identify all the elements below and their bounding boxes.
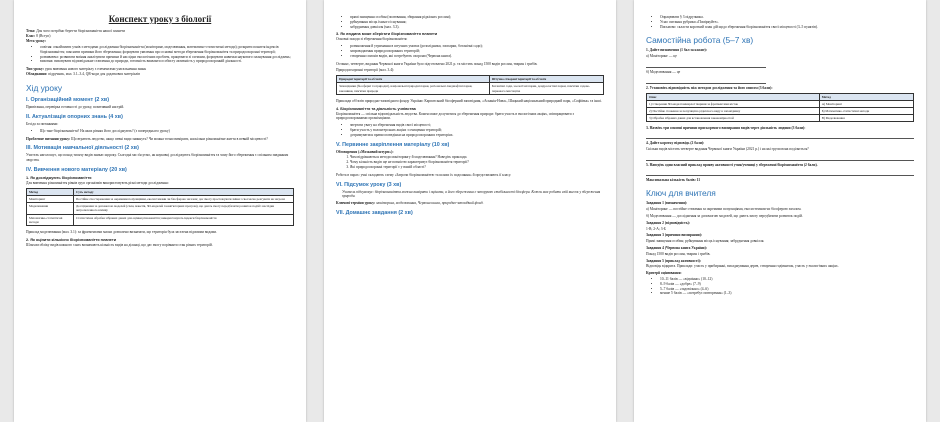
table-cell: 1) Створення 3D-моделі вимерлої тварини за фрагментами кісток bbox=[647, 100, 820, 107]
table-header-row bbox=[27, 188, 294, 195]
discussion-list bbox=[336, 155, 604, 169]
table-row bbox=[27, 214, 294, 225]
column-header: Метод bbox=[27, 188, 74, 195]
list-item: • дотримуватися правил поведінки на природоохоронних територіях. bbox=[350, 133, 604, 138]
table-row bbox=[647, 115, 914, 122]
section-heading: V. Первинне закріплення матеріалу (10 хв) bbox=[336, 141, 450, 148]
list-item: • забруднення довкілля (мал. 3.3). bbox=[350, 25, 604, 30]
list-item: • Опрацювати § 3 підручника. bbox=[660, 15, 914, 20]
list-item: • розвиваюча: розвивати вміння аналізувати причини й наслідки екологічних проблем, працювати зі схемами, формувати навички наукового планування досліджень; bbox=[40, 55, 294, 60]
list-item: • створення списків видів, які потребують охорони (Червона книга). bbox=[350, 54, 604, 59]
table-cell: Статистична обробка зібраних даних для оцінки різноманіття; використовують індекси біорізноманіття bbox=[73, 214, 293, 225]
column-header: Штучно створені території та об'єкти bbox=[489, 76, 603, 83]
table-cell: Заповідники (біосферні та природні), національні природні парки, регіональні ландшафтні парки, заказники, пам'ятки природи bbox=[337, 83, 490, 94]
list-item: 2. Чому кількість видів ще не повністю характеризує біорізноманіття території? bbox=[350, 160, 604, 165]
paragraph: Учитель наголошує, що понад тисячу видів зникає щороку. Сьогодні ми з'ясуємо, як науковці досліджують біорізноманіття та чому його збереження є спільним завданням людства. bbox=[26, 153, 289, 163]
meta-topic: Тема: Для чого потрібно берегти біорізноманіття нашої планети bbox=[26, 29, 126, 33]
table-header-row bbox=[337, 76, 604, 83]
paragraph: Останнє, четверте, видання Червоної книги України було підготовлено 2021 р. та містить понад 1500 видів рослин, тварин і грибів. bbox=[336, 61, 538, 66]
table-cell: 3) Обробка зібраних даних для встановлення закономірностей bbox=[647, 115, 820, 122]
subsection-heading: 3. Як людина може зберігати біорізноманіття планети bbox=[336, 32, 438, 37]
key-answer: Відповідь відкрита. Приклади: участь у прибиранні, висаджування дерев, створення годівничок, участь у екологічних акціях. bbox=[646, 264, 839, 269]
list-item: • брати участь у волонтерських акціях з очищення територій; bbox=[350, 128, 604, 133]
task-line: Скільки видів містить четверте видання Червоної книги України (2021 р.) і на які групи вона поділяється? bbox=[646, 146, 809, 151]
homework-list bbox=[646, 15, 914, 29]
meta-type: Тип уроку: урок вивчення нового матеріалу з елементами узагальнення знань bbox=[26, 67, 147, 72]
table-cell: Математико-статистичні методи bbox=[27, 214, 74, 225]
paragraph: Біорізноманіття — спільна відповідальність людства. Кожен може долучитися до збереження природи: брати участь в екологічних акціях, співпрацювати з природоохоронними організаціями. bbox=[336, 111, 574, 121]
table-cell: Дослідження за допомогою моделей (схем, макетів, 3D-моделей і комп'ютерних програм), що дають змогу передбачити розвиток подій і наслідки антропогенного впливу bbox=[73, 203, 293, 214]
paragraph: Робота в парах: учні складають схему «Загрози біорізноманіттю та шляхи їх подолання» й представляють її класу. bbox=[336, 172, 512, 177]
key-task: Завдання 4 (Червона книга України): bbox=[646, 245, 708, 250]
section-heading: VI. Підсумок уроку (3 хв) bbox=[336, 181, 402, 188]
paragraph: Бесіда за питаннями: bbox=[26, 121, 59, 126]
max-score: Максимальна кількість балів: 11 bbox=[646, 177, 701, 182]
answer-line bbox=[646, 169, 914, 176]
paragraph: Основні заходи зі збереження біорізноманіття: bbox=[336, 37, 408, 42]
task: 3. Назвіть три основні причини прискореного вимирання видів через діяльність людини (3 бали): bbox=[646, 126, 806, 131]
list-item: • прямі знищення особин (полювання, збирання рідкісних рослин); bbox=[350, 15, 604, 20]
paragraph: Приклади об'єктів природно-заповідного фонду України: Карпатський біосферний заповідник, «Асканія-Нова», Шацький національний природний парк, «Софіївка» та інші. bbox=[336, 98, 602, 103]
measures-list bbox=[336, 44, 604, 58]
subsection-heading: 2. Як оцінити кількісно біорізноманіття планети bbox=[26, 237, 117, 242]
table-header-row bbox=[647, 93, 914, 100]
question-list bbox=[26, 129, 294, 134]
paragraph: Для вивчення різноманіття рівнів груп організмів використовують різні методи дослідження: bbox=[26, 180, 169, 185]
answer-line bbox=[646, 77, 766, 84]
list-item: • Що таке біорізноманіття? На яких рівнях його досліджують? (з попереднього уроку) bbox=[40, 129, 294, 134]
table-cell: Моніторинг bbox=[27, 195, 74, 202]
list-item: • Письмово: скласти короткий план дій щодо збереження біорізноманіття своєї місцевості (3–5 пунктів). bbox=[660, 25, 914, 30]
table-row bbox=[647, 107, 914, 114]
section-heading: I. Організаційний момент (2 хв) bbox=[26, 97, 110, 104]
list-item: • менше 5 балів — «потребує повторення» (1–3) bbox=[660, 291, 914, 296]
paragraph: Привітання, перевірка готовності до уроку, позитивний настрій. bbox=[26, 105, 125, 110]
key-task: Завдання 2 (відповідність): bbox=[646, 220, 691, 225]
paragraph: Природоохоронні території (мал. 3.4): bbox=[336, 68, 395, 73]
column-header: Суть методу bbox=[73, 188, 293, 195]
summary-quote: Учитель підсумовує: біорізноманіття можна виміряти і оцінити, а його збереження є запорукою стабільності біосфери. Кожен має робити свій внесок у збереження природи. bbox=[342, 189, 601, 199]
matching-table bbox=[646, 93, 914, 123]
paragraph: Шляхом обліку видів кожного з них визначають кількість видів на ділянці, що дає змогу порівняти стан різних територій. bbox=[26, 242, 213, 247]
document-page-3 bbox=[634, 0, 926, 422]
key-answer: б) Моделювання — дослідження за допомогою моделей, що дають змогу передбачити розвиток подій. bbox=[646, 213, 803, 218]
table-row bbox=[27, 195, 294, 202]
list-item: • виховна: виховувати відповідальне ставлення до природи, готовність виявляти особисту активність у природоохоронній діяльності. bbox=[40, 59, 294, 64]
list-item: • запровадження природоохоронних територій; bbox=[350, 49, 604, 54]
course-heading: Хід уроку bbox=[26, 83, 63, 94]
criteria-heading: Критерії оцінювання: bbox=[646, 271, 682, 276]
task: 4. Дайте коротку відповідь (2 бали): bbox=[646, 141, 705, 146]
key-answer: Понад 1500 видів рослин, тварин і грибів. bbox=[646, 251, 711, 256]
answer-line bbox=[646, 132, 914, 139]
key-terms: Ключові терміни уроку: моніторинг, моделювання, Червона книга, природно-заповідний фонд. bbox=[336, 201, 484, 206]
list-item: • розмноження й утримання в штучних умовах (розплідники, зоопарки, ботанічні сади); bbox=[350, 44, 604, 49]
column-header: Опис bbox=[647, 93, 820, 100]
section-heading: IV. Вивчення нового матеріалу (20 хв) bbox=[26, 166, 127, 173]
key-answer: а) Моніторинг — постійне стеження за окремими популяціями, екосистемами чи біосферою загалом. bbox=[646, 207, 802, 212]
table-cell: Б) Математико-статистичні методи bbox=[819, 107, 913, 114]
table-cell: Ботанічні сади, зоологічні парки, дендрологічні парки, пам'ятки садово-паркового мистецтва bbox=[489, 83, 603, 94]
column-header: Метод bbox=[819, 93, 913, 100]
list-item: • руйнування місць їхнього існування; bbox=[350, 20, 604, 25]
list-item: 1. Чим відрізняються методи моніторингу й моделювання? Наведіть приклади. bbox=[350, 155, 604, 160]
territories-table bbox=[336, 75, 604, 95]
list-item: • 10–11 балів — «відмінно» (10–12) bbox=[660, 277, 914, 282]
meta-equipment: Обладнання: підручник, мал. 3.1–3.4, QR-коди для додаткових матеріалів bbox=[26, 72, 140, 77]
subheading: Обговорення («Мозковий штурм»): bbox=[336, 149, 394, 154]
problem-question: Проблемне питання уроку: Що втратить людство, якщо певні види зникнуть? Чи можна точно виміряти, наскільки різноманітне життя в певній місцевості? bbox=[26, 136, 268, 141]
table-row bbox=[27, 203, 294, 214]
table-cell: 2) Постійне стеження за популяцією рідкісного виду в заповіднику bbox=[647, 107, 820, 114]
table-row bbox=[647, 100, 914, 107]
document-page-2 bbox=[324, 0, 616, 422]
table-cell: В) Моделювання bbox=[819, 115, 913, 122]
teacher-key-heading: Ключ для вчителя bbox=[646, 188, 716, 199]
task-line: а) Моніторинг — це bbox=[646, 54, 677, 59]
key-task: Завдання 5 (приклад активності): bbox=[646, 258, 702, 263]
list-item: • звертати увагу на збереження видів своєї місцевості; bbox=[350, 123, 604, 128]
list-item: • Усно: питання рубрики «Поміркуйте». bbox=[660, 20, 914, 25]
table-cell: Моделювання bbox=[27, 203, 74, 214]
table-cell: Постійне спостереження за окремими популяціями, екосистемами чи біосферою загалом; дає змогу простежувати зміни і своєчасно реагувати на загрози bbox=[73, 195, 293, 202]
task: 5. Наведіть один власний приклад прояву активності учня/учениці у збереженні біорізноманіття (2 бали). bbox=[646, 162, 818, 167]
list-item: 3. Які природоохоронні території є у вашій області? bbox=[350, 165, 604, 170]
meta-goal: Мета уроку: bbox=[26, 39, 47, 43]
independent-work-heading: Самостійна робота (5–7 хв) bbox=[646, 35, 754, 46]
task: 2. Установіть відповідність між методом дослідження та його описом (3 бали): bbox=[646, 85, 773, 90]
lesson-title: Конспект уроку з біології bbox=[108, 14, 212, 24]
task-line: б) Моделювання — це bbox=[646, 69, 681, 74]
subsection-heading: 1. Як досліджують біорізноманіття bbox=[26, 175, 92, 180]
criteria-list bbox=[646, 277, 914, 296]
goals-list bbox=[26, 45, 294, 64]
subsection-heading: 4. Біорізноманіття та діяльність учнівства bbox=[336, 106, 416, 111]
table-row bbox=[337, 83, 604, 94]
methods-table bbox=[26, 188, 294, 226]
key-answer: Прямі знищення особин; руйнування місць існування; забруднення довкілля. bbox=[646, 239, 765, 244]
paragraph: Приклад моделювання (мал. 3.1): за фрагментами маски дозволено визначати, що територія була заселена відомими видами. bbox=[26, 229, 217, 234]
list-item: • 8–9 балів — «добре» (7–9) bbox=[660, 282, 914, 287]
actions-list bbox=[336, 123, 604, 137]
list-item: • 5–7 балів — «задовільно» (4–6) bbox=[660, 287, 914, 292]
section-heading: III. Мотивація навчальної діяльності (2 хв) bbox=[26, 145, 139, 152]
answer-line bbox=[646, 154, 914, 161]
list-item: • освітня: ознайомити учнів з методами дослідження біорізноманіття (моніторинг, моделювання, математико-статистичні методи); розкрити поняття індексів біорізноманіття; пояснити причини його збереження; формувати уявлення про основні методи збереження біорізноманіття та природоохоронні території; bbox=[40, 45, 294, 55]
threats-list bbox=[336, 15, 604, 29]
key-answer: 1-В; 2-А; 3-Б bbox=[646, 226, 666, 231]
section-heading: II. Актуалізація опорних знань (4 хв) bbox=[26, 113, 123, 120]
task: 1. Дайте визначення (1 бал за кожне): bbox=[646, 48, 707, 53]
meta-class: Клас: 8 (Вступ) bbox=[26, 34, 51, 38]
answer-line bbox=[646, 61, 766, 68]
document-page-1 bbox=[14, 0, 306, 422]
key-task: Завдання 3 (причини вимирання): bbox=[646, 233, 703, 238]
column-header: Природні території та об'єкти bbox=[337, 76, 490, 83]
section-heading: VII. Домашнє завдання (2 хв) bbox=[336, 209, 413, 216]
table-cell: А) Моніторинг bbox=[819, 100, 913, 107]
key-task: Завдання 1 (визначення): bbox=[646, 201, 688, 206]
